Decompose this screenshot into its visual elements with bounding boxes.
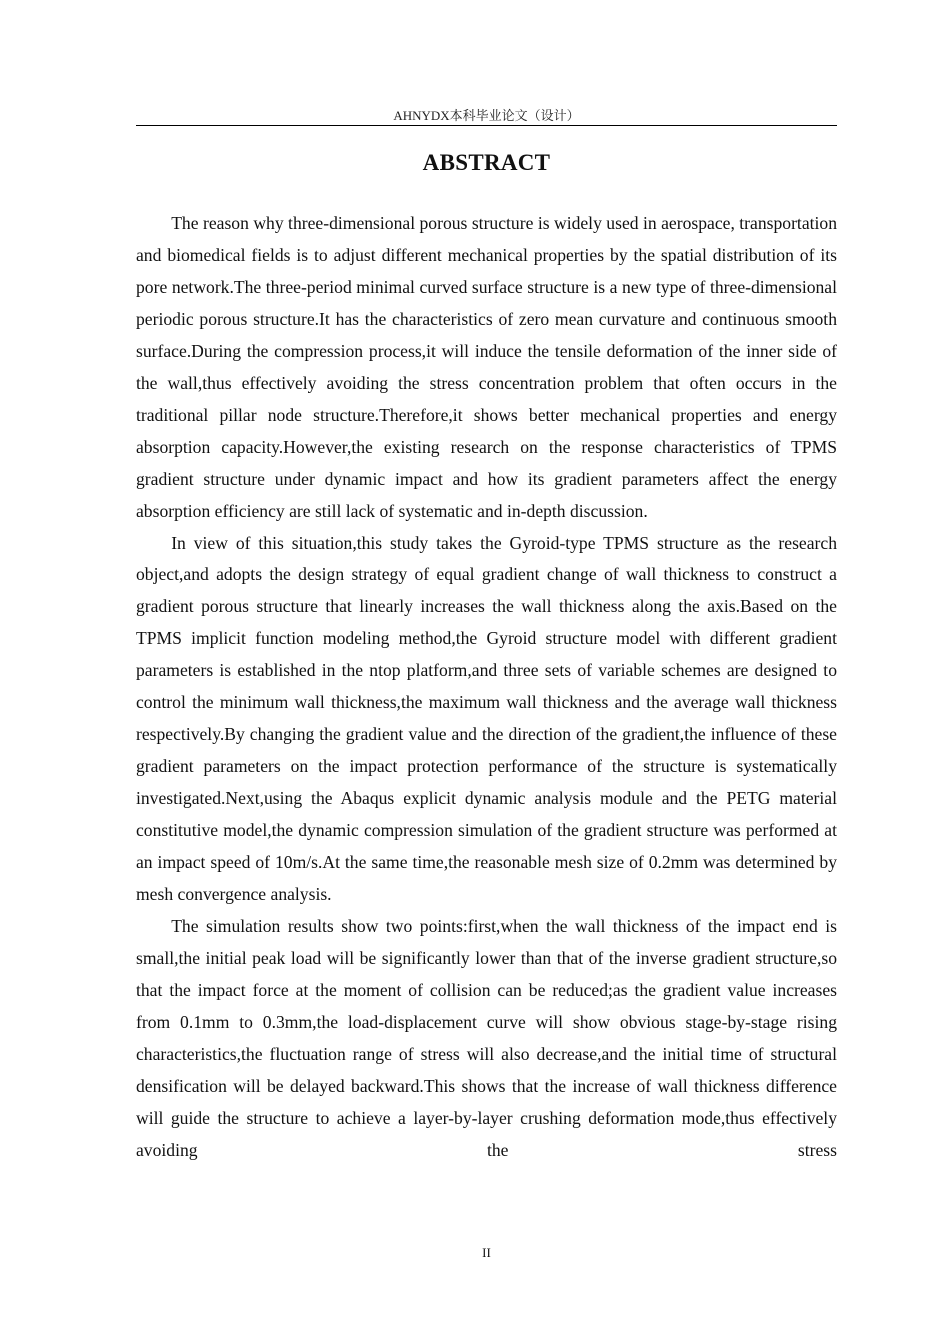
running-header: AHNYDX本科毕业论文（设计） [393,108,580,123]
header-divider [136,125,837,126]
abstract-paragraph: In view of this situation,this study takes the Gyroid-type TPMS structure as the research object,and adopts the design strategy of equal gradient change of wall thickness to construct a gradient porous structure that linearly increases the wall thickness along the axis.Based on the TPMS implicit function modeling method,the Gyroid structure model with different gradient parameters is established in the ntop platform,and three sets of variable schemes are designed to control the minimum wall thickness,the maximum wall thickness and the average wall thickness respectively.By changing the gradient value and the direction of the gradient,the influence of these gradient parameters on the impact protection performance of the structure is systematically investigated.Next,using the Abaqus explicit dynamic analysis module and the PETG material constitutive model,the dynamic compression simulation of the gradient structure was performed at an impact speed of 10m/s.At the same time,the reasonable mesh size of 0.2mm was determined by mesh convergence analysis. [136,532,837,905]
page-number: II [482,1245,491,1260]
abstract-paragraph: The reason why three-dimensional porous structure is widely used in aerospace, transportation and biomedical fields is to adjust different mechanical properties by the spatial distribution of its pore network.The three-period minimal curved surface structure is a new type of three-dimensional periodic porous structure.It has the characteristics of zero mean curvature and continuous smooth surface.During the compression process,it will induce the tensile deformation of the inner side of the wall,thus effectively avoiding the stress concentration problem that often occurs in the traditional pillar node structure.Therefore,it shows better mechanical properties and energy absorption capacity.However,the existing research on the response characteristics of TPMS gradient structure under dynamic impact and how its gradient parameters affect the energy absorption efficiency are still lack of systematic and in-depth discussion. [136,213,837,521]
abstract-body [136,208,837,1167]
abstract-title: ABSTRACT [422,150,551,175]
abstract-paragraph: The simulation results show two points:first,when the wall thickness of the impact end is small,the initial peak load will be significantly lower than that of the inverse gradient structure,so that the impact force at the moment of collision can be reduced;as the gradient value increases from 0.1mm to 0.3mm,the load-displacement curve will show obvious stage-by-stage rising characteristics,the fluctuation range of stress will also decrease,and the initial time of structural densification will be delayed backward.This shows that the increase of wall thickness difference will guide the structure to achieve a layer-by-layer crushing deformation mode,thus effectively avoiding the stress [136,915,837,1160]
